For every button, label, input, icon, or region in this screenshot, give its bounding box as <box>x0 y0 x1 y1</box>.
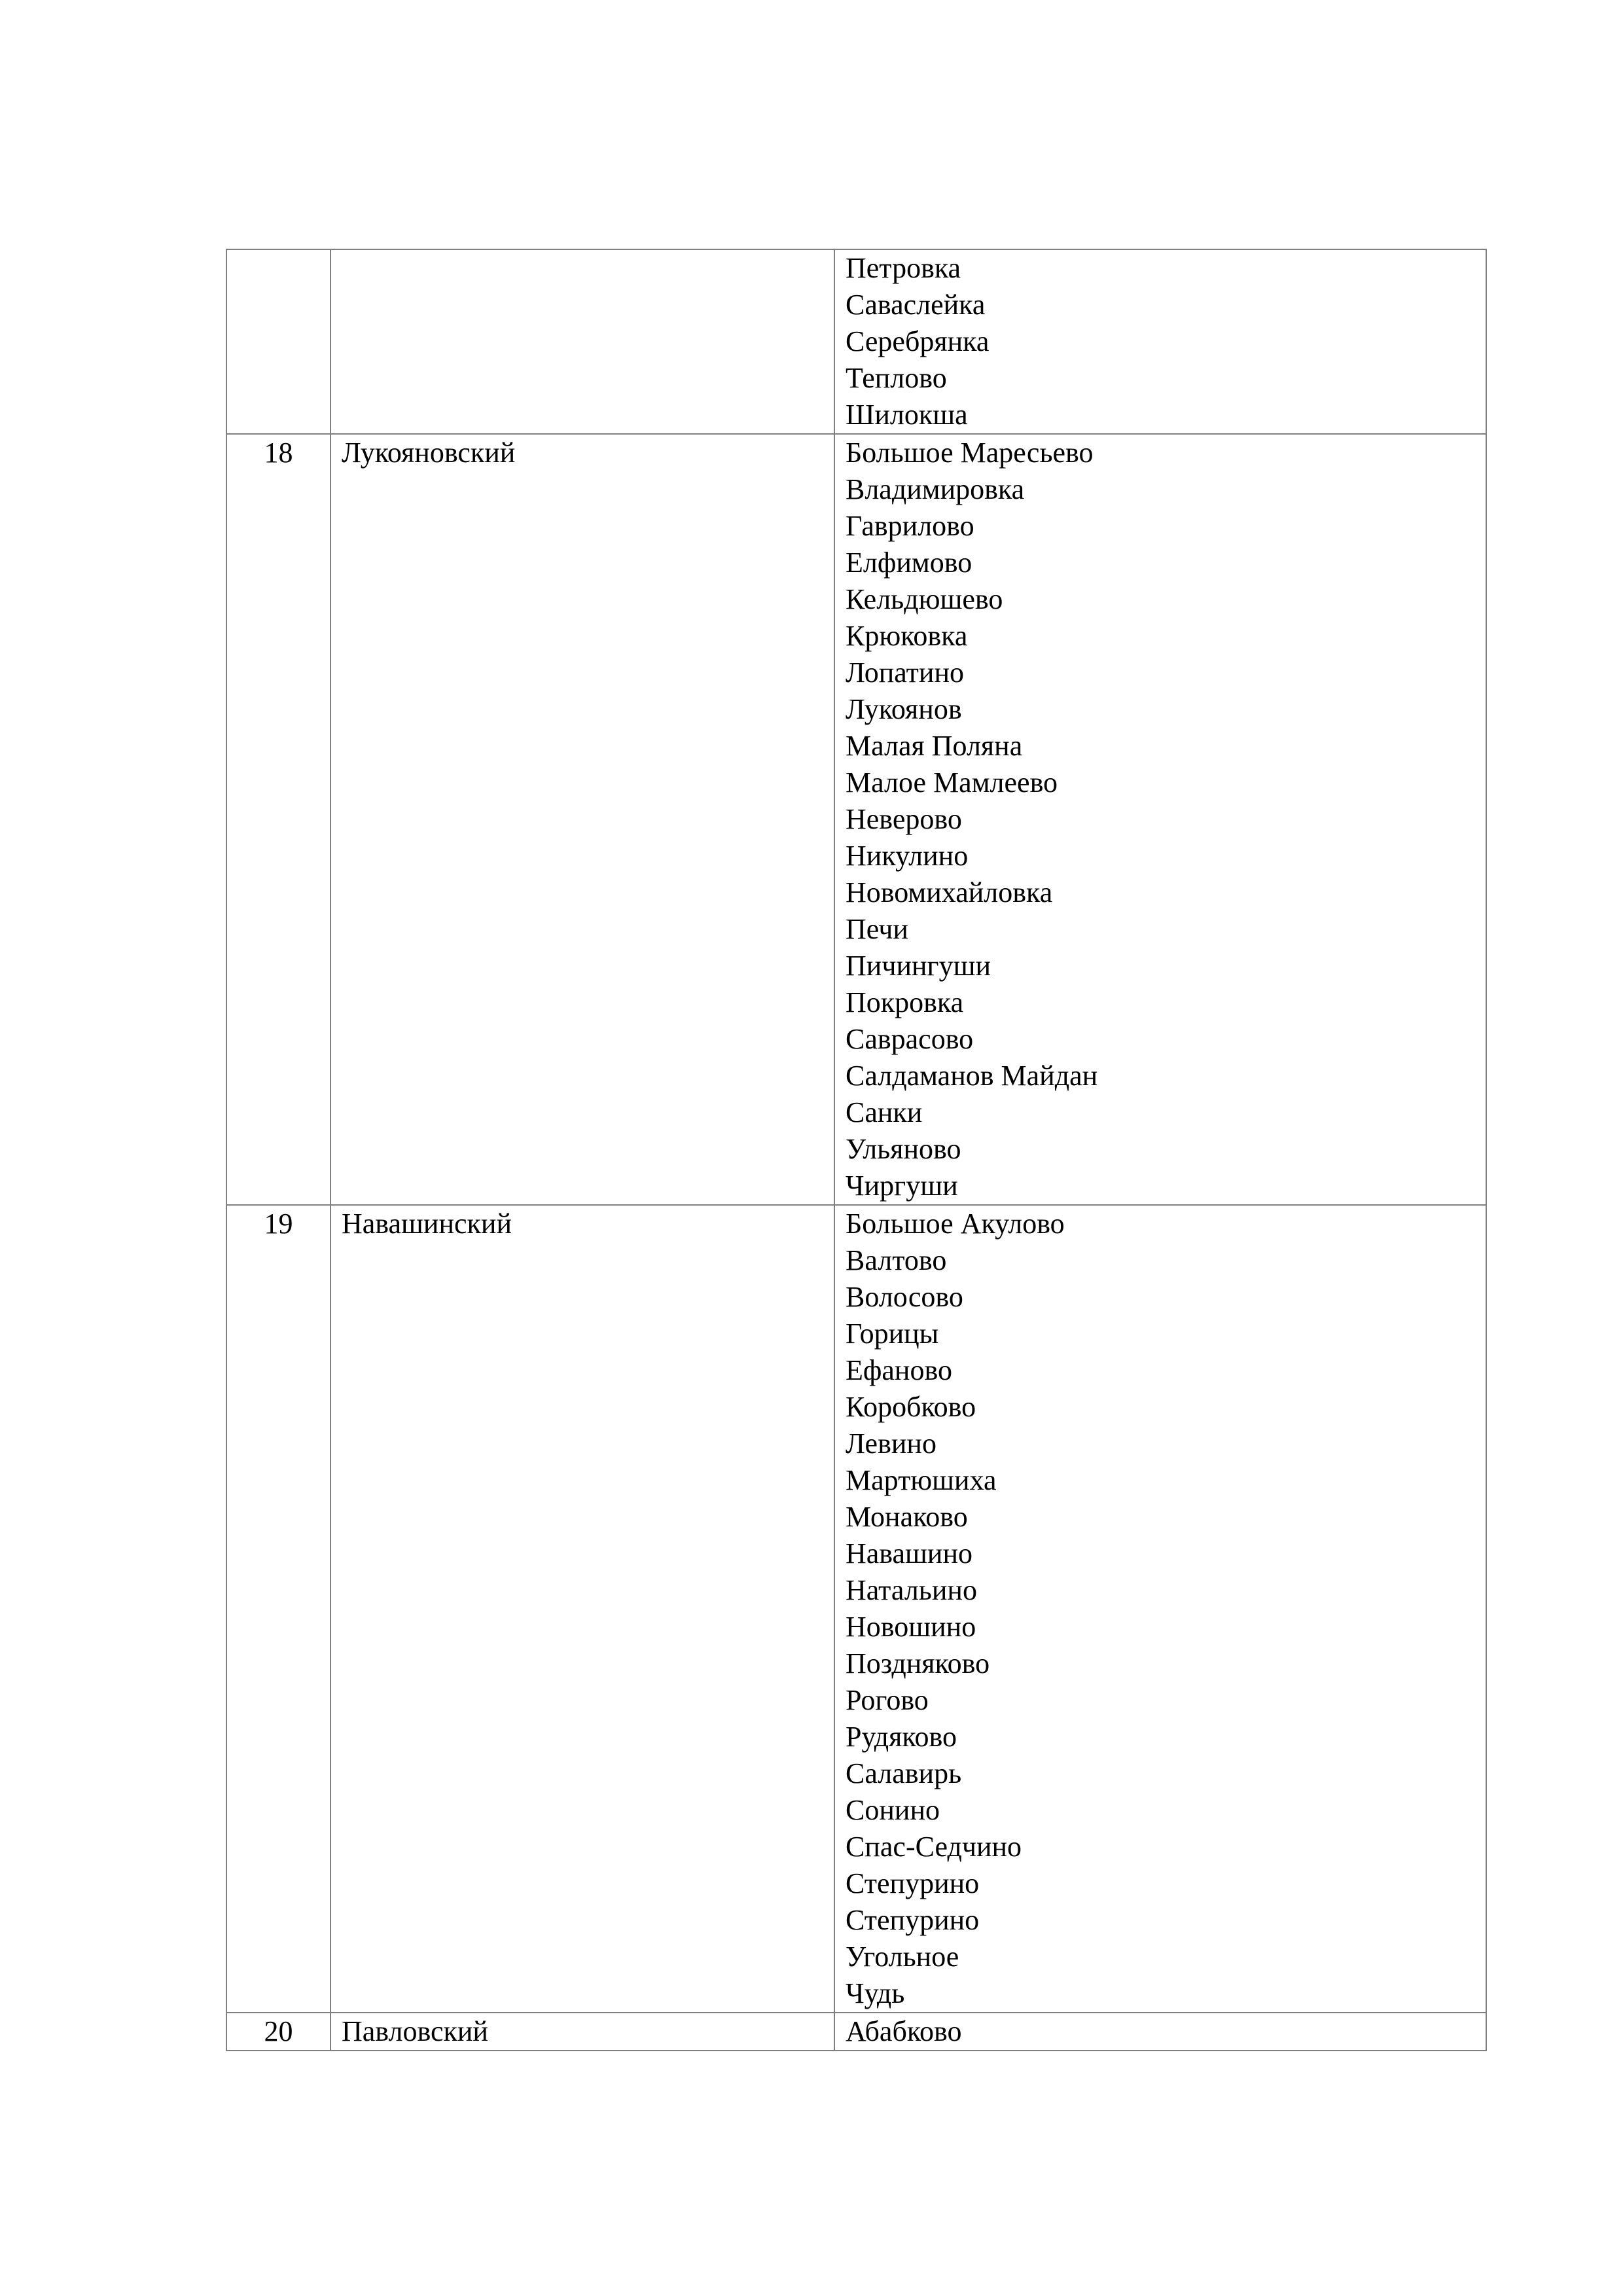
place-name: Санки <box>846 1096 923 1128</box>
place-name: Саваслейка <box>846 289 986 321</box>
places-cell <box>834 434 1486 1205</box>
table-row <box>226 1205 1486 2013</box>
place-name: Петровка <box>846 252 961 284</box>
place-name: Чудь <box>846 1977 905 2009</box>
place-name: Малая Поляна <box>846 730 1023 762</box>
place-name: Саврасово <box>846 1023 974 1055</box>
place-name: Рудяково <box>846 1721 957 1753</box>
place-name: Гаврилово <box>846 510 974 542</box>
place-name: Владимировка <box>846 473 1025 505</box>
place-name: Серебрянка <box>846 325 990 357</box>
place-name: Покровка <box>846 986 964 1018</box>
place-name: Левино <box>846 1427 936 1460</box>
place-name: Абабково <box>846 2015 962 2047</box>
place-name: Угольное <box>846 1941 959 1973</box>
table-row <box>226 2013 1486 2051</box>
table-body <box>226 249 1486 2051</box>
row-number: 19 <box>226 1205 330 2013</box>
places-cell <box>834 2013 1486 2051</box>
place-name: Навашино <box>846 1537 973 1570</box>
place-name: Ульяново <box>846 1133 961 1165</box>
district-name: Павловский <box>330 2013 834 2051</box>
settlements-table <box>226 249 1487 2051</box>
place-name: Салдаманов Майдан <box>846 1060 1098 1092</box>
place-name: Теплово <box>846 362 947 394</box>
place-name: Малое Мамлеево <box>846 766 1058 798</box>
place-name: Волосово <box>846 1281 963 1313</box>
place-name: Большое Маресьево <box>846 437 1094 469</box>
district-name: Лукояновский <box>330 434 834 1205</box>
place-name: Крюковка <box>846 620 968 652</box>
place-name: Сонино <box>846 1794 940 1826</box>
row-number: 18 <box>226 434 330 1205</box>
place-name: Новомихайловка <box>846 876 1053 908</box>
row-number <box>226 249 330 434</box>
place-name: Кельдюшево <box>846 583 1003 615</box>
table-row <box>226 249 1486 434</box>
place-name: Лукоянов <box>846 693 962 725</box>
place-name: Ефаново <box>846 1354 952 1386</box>
place-name: Степурино <box>846 1904 980 1936</box>
places-cell <box>834 249 1486 434</box>
row-number: 20 <box>226 2013 330 2051</box>
place-name: Горицы <box>846 1318 939 1350</box>
place-name: Натальино <box>846 1574 977 1606</box>
district-name: Навашинский <box>330 1205 834 2013</box>
table-row <box>226 434 1486 1205</box>
place-name: Монаково <box>846 1501 968 1533</box>
place-name: Коробково <box>846 1391 976 1423</box>
place-name: Чиргуши <box>846 1170 958 1202</box>
place-name: Рогово <box>846 1684 929 1716</box>
place-name: Поздняково <box>846 1647 990 1679</box>
place-name: Лопатино <box>846 656 965 689</box>
place-name: Никулино <box>846 840 969 872</box>
place-name: Спас-Седчино <box>846 1831 1022 1863</box>
place-name: Шилокша <box>846 399 968 431</box>
place-name: Пичингуши <box>846 950 991 982</box>
place-name: Большое Акулово <box>846 1208 1065 1240</box>
place-name: Новошино <box>846 1611 976 1643</box>
places-cell <box>834 1205 1486 2013</box>
place-name: Печи <box>846 913 908 945</box>
place-name: Елфимово <box>846 547 972 579</box>
place-name: Степурино <box>846 1867 980 1899</box>
place-name: Салавирь <box>846 1757 962 1789</box>
place-name: Неверово <box>846 803 962 835</box>
place-name: Мартюшиха <box>846 1464 997 1496</box>
place-name: Валтово <box>846 1244 947 1276</box>
district-name <box>330 249 834 434</box>
